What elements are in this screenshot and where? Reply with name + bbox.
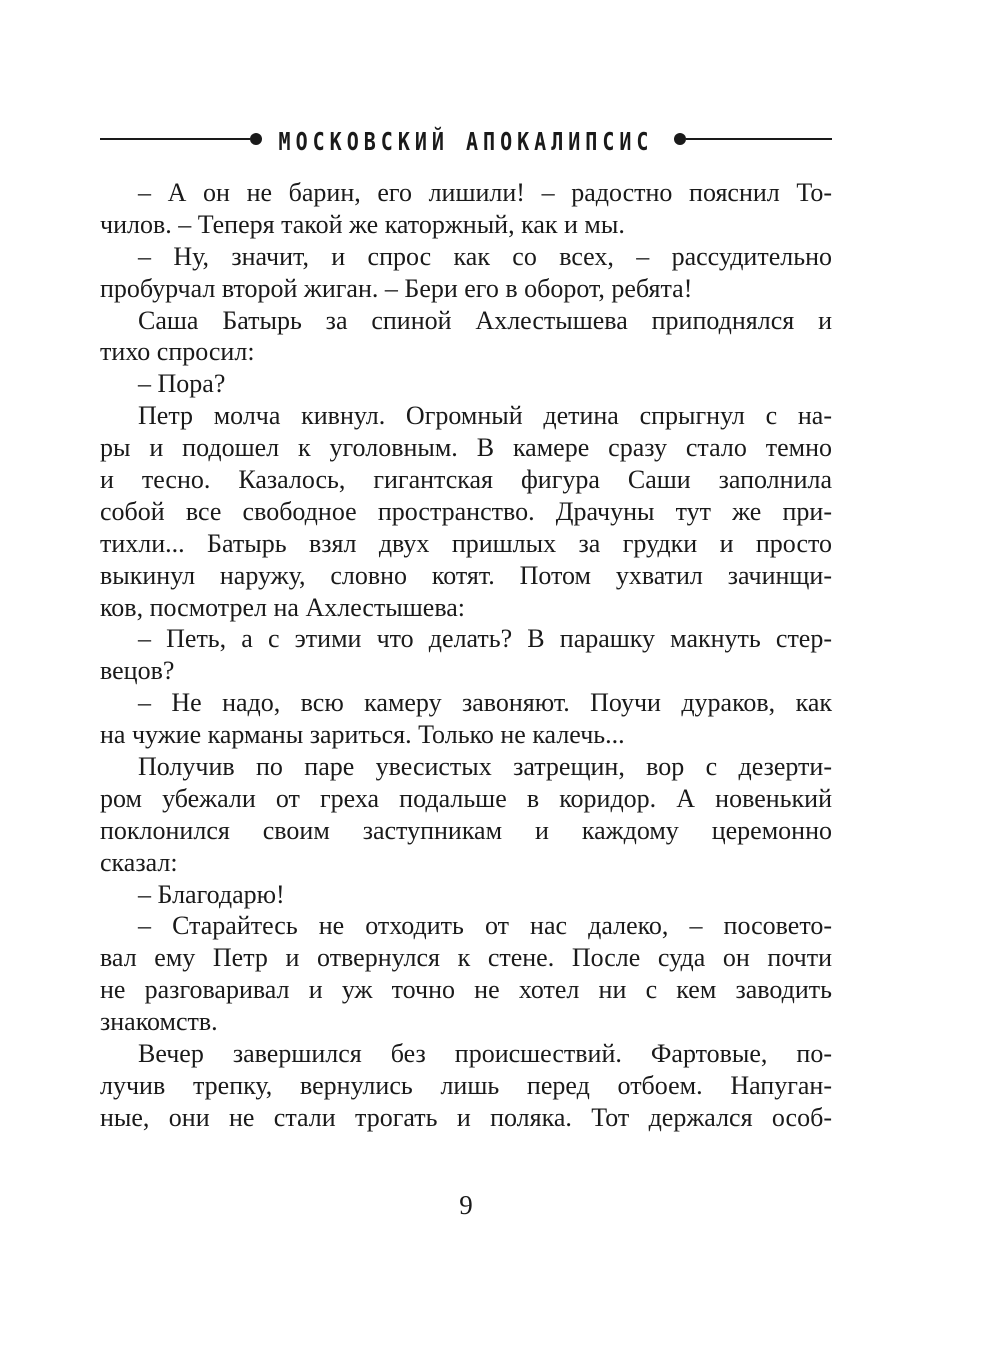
text-line: тихо спросил:	[100, 337, 255, 367]
text-line: на чужие карманы зариться. Только не калечь...	[100, 720, 625, 750]
text-line: – Ну, значит, и спрос как со всех, – рассудительно	[138, 241, 832, 271]
text-line: – Петь, а с этими что делать? В парашку макнуть стер-	[138, 624, 832, 654]
text-line: сказал:	[100, 847, 178, 877]
text-line: Получив по паре увесистых затрещин, вор с дезерти-	[138, 752, 832, 782]
text-line: знакомств.	[100, 1007, 218, 1037]
text-line: не разговаривал и уж точно не хотел ни с кем заводить	[100, 975, 832, 1005]
text-line: вецов?	[100, 656, 175, 686]
header-rule-left	[100, 138, 250, 140]
text-line: – Старайтесь не отходить от нас далеко, – посовето-	[138, 911, 832, 941]
text-line: вал ему Петр и отвернулся к стене. После суда он почти	[100, 943, 832, 973]
text-line: поклонился своим заступникам и каждому церемонно	[100, 815, 832, 845]
running-header	[100, 118, 832, 158]
text-line: – Благодарю!	[138, 879, 285, 909]
text-line: собой все свободное пространство. Драчуны тут же при-	[100, 496, 832, 526]
header-bullet-right	[674, 133, 686, 145]
text-line: – А он не барин, его лишили! – радостно пояснил То-	[138, 178, 832, 207]
header-rule-right	[686, 138, 832, 140]
text-line: ры и подошел к уголовным. В камере сразу стало темно	[100, 433, 832, 463]
body-text	[100, 177, 832, 1134]
text-line: Петр молча кивнул. Огромный детина спрыгнул с на-	[138, 401, 832, 431]
text-line: пробурчал второй жиган. – Бери его в оборот, ребята!	[100, 273, 693, 303]
text-line: тихли... Батырь взял двух пришлых за грудки и просто	[100, 528, 832, 558]
text-line: Саша Батырь за спиной Ахлестышева приподнялся и	[138, 305, 832, 335]
text-line: ром убежали от греха подальше в коридор. А новенький	[100, 783, 832, 813]
text-line: Вечер завершился без происшествий. Фартовые, по-	[138, 1039, 832, 1069]
text-line: выкинул наружу, словно котят. Потом ухватил зачинщи-	[100, 560, 832, 590]
header-bullet-left	[250, 133, 262, 145]
text-line: ные, они не стали трогать и поляка. Тот держался особ-	[100, 1102, 832, 1132]
text-line: – Пора?	[138, 369, 226, 399]
running-header-title: МОСКОВСКИЙ АПОКАЛИПСИС	[278, 126, 654, 156]
text-line: чилов. – Теперя такой же каторжный, как и мы.	[100, 209, 625, 239]
text-line: и тесно. Казалось, гигантская фигура Саши заполнила	[100, 465, 832, 495]
text-line: ков, посмотрел на Ахлестышева:	[100, 592, 466, 622]
text-line: – Не надо, всю камеру завоняют. Поучи дураков, как	[138, 688, 832, 718]
text-line: лучив трепку, вернулись лишь перед отбоем. Напуган-	[100, 1070, 832, 1100]
page-number: 9	[459, 1190, 473, 1220]
